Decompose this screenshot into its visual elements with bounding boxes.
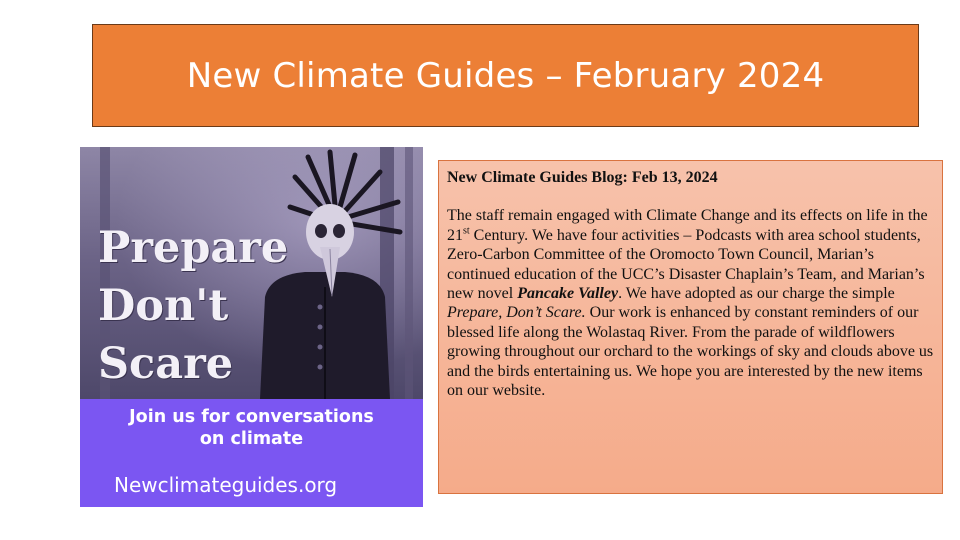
novel-title: Pancake Valley <box>517 285 619 303</box>
poster-headline <box>98 219 288 393</box>
blog-text: Century. We have four activities – Podcasts with area school students, Zero-Carbon Committee of the Oromocto Town Council, Marian’s continued education of the UCC’s Disaster Chaplain’s Team, and Marian’s new novel <box>447 226 925 303</box>
blog-text: . We have adopted as our charge the simple <box>618 285 895 303</box>
charge-phrase: Prepare, Don’t Scare. <box>447 304 586 322</box>
poster-photo <box>80 147 423 399</box>
poster-tagline-1: Join us for conversations <box>129 407 374 427</box>
blog-text: Our work is enhanced by constant reminders of our blessed life along the Wolastaq River. From the parade of wildflowers growing throughout our orchard to the workings of sky and clouds above us and the birds entertaining us. We hope you are interested by the new items on our website. <box>447 304 934 400</box>
poster-info-band <box>80 399 423 507</box>
headline-line: Don't <box>98 281 229 331</box>
poster-url: Newclimateguides.org <box>114 473 338 497</box>
superscript: st <box>463 225 470 237</box>
poster-tagline-2: on climate <box>199 429 304 449</box>
promo-poster <box>80 147 423 507</box>
slide-title-banner <box>92 24 919 127</box>
blog-heading: New Climate Guides Blog: Feb 13, 2024 <box>447 169 718 186</box>
headline-line: Prepare <box>98 223 289 273</box>
blog-text-box <box>438 160 943 494</box>
blog-text: The staff remain engaged with Climate Change and its effects on life in the 21 <box>447 207 928 244</box>
headline-line: Scare <box>98 339 234 389</box>
blog-body <box>447 206 934 400</box>
slide-title: New Climate Guides – February 2024 <box>186 55 825 96</box>
